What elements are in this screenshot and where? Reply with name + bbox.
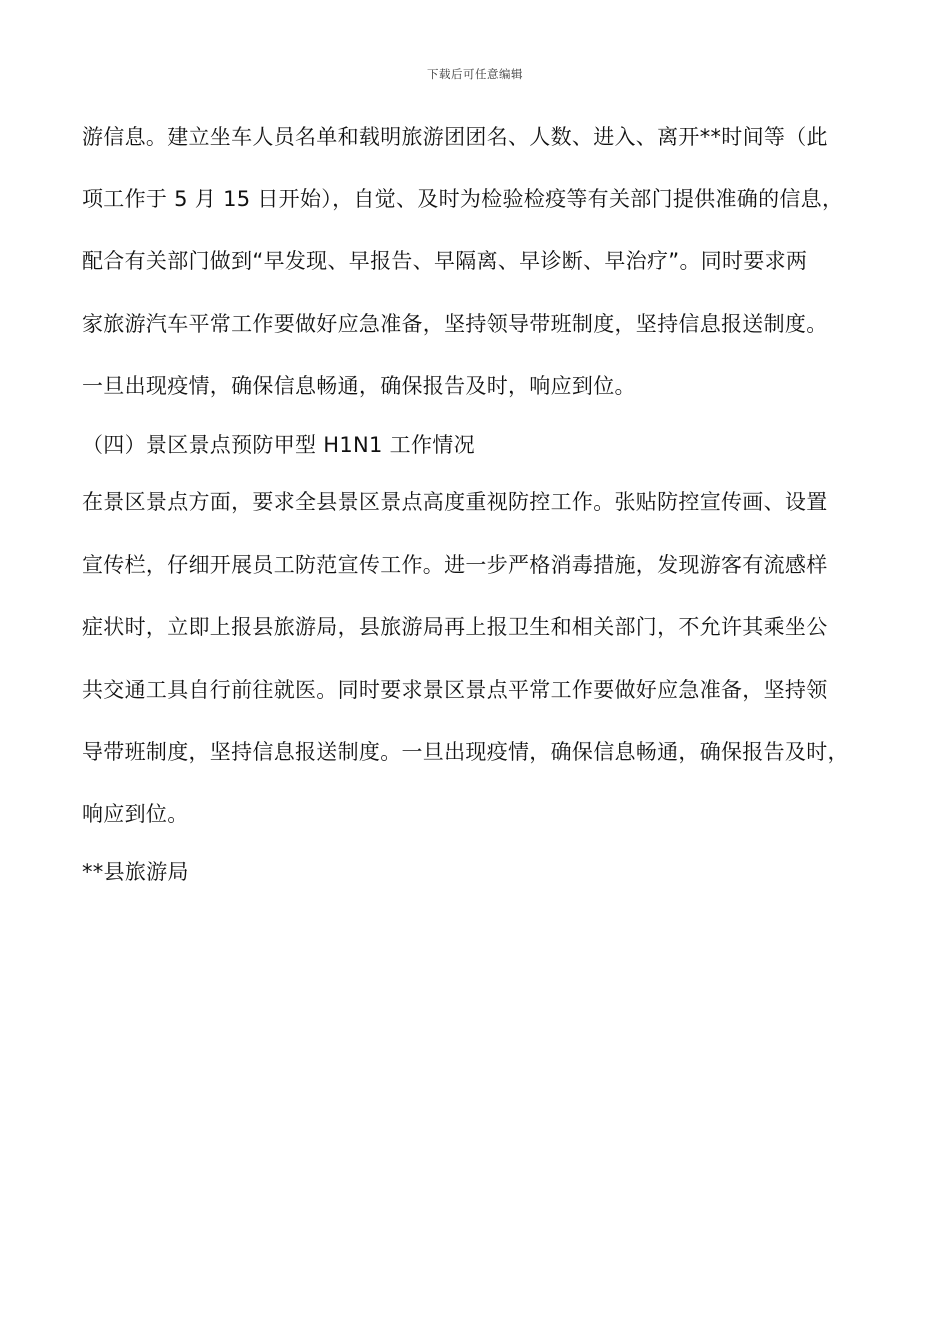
paragraph-line: 项工作于 5 月 15 日开始），自觉、及时为检验检疫等有关部门提供准确的信息， xyxy=(82,187,844,211)
signature-line: **县旅游局 xyxy=(82,860,189,884)
paragraph-line: 共交通工具自行前往就医。同时要求景区景点平常工作要做好应急准备，坚持领 xyxy=(82,678,828,702)
paragraph-line: 在景区景点方面，要求全县景区景点高度重视防控工作。张贴防控宣传画、设置 xyxy=(82,490,828,514)
paragraph-line: 配合有关部门做到“早发现、早报告、早隔离、早诊断、早治疗”。同时要求两 xyxy=(82,249,808,273)
paragraph-line: 宣传栏，仔细开展员工防范宣传工作。进一步严格消毒措施，发现游客有流感样 xyxy=(82,553,828,577)
paragraph-line: 家旅游汽车平常工作要做好应急准备，坚持领导带班制度，坚持信息报送制度。 xyxy=(82,312,828,336)
paragraph-line: 症状时，立即上报县旅游局，县旅游局再上报卫生和相关部门，不允许其乘坐公 xyxy=(82,615,828,639)
paragraph-line: 一旦出现疫情，确保信息畅通，确保报告及时，响应到位。 xyxy=(82,374,636,398)
paragraph-line: 导带班制度，坚持信息报送制度。一旦出现疫情，确保信息畅通，确保报告及时， xyxy=(82,740,849,764)
paragraph-line: 游信息。建立坐车人员名单和载明旅游团团名、人数、进入、离开**时间等（此 xyxy=(82,125,828,149)
page-header: 下载后可任意编辑 xyxy=(427,67,523,81)
section-heading: （四）景区景点预防甲型 H1N1 工作情况 xyxy=(82,433,475,457)
paragraph-line: 响应到位。 xyxy=(82,802,189,826)
